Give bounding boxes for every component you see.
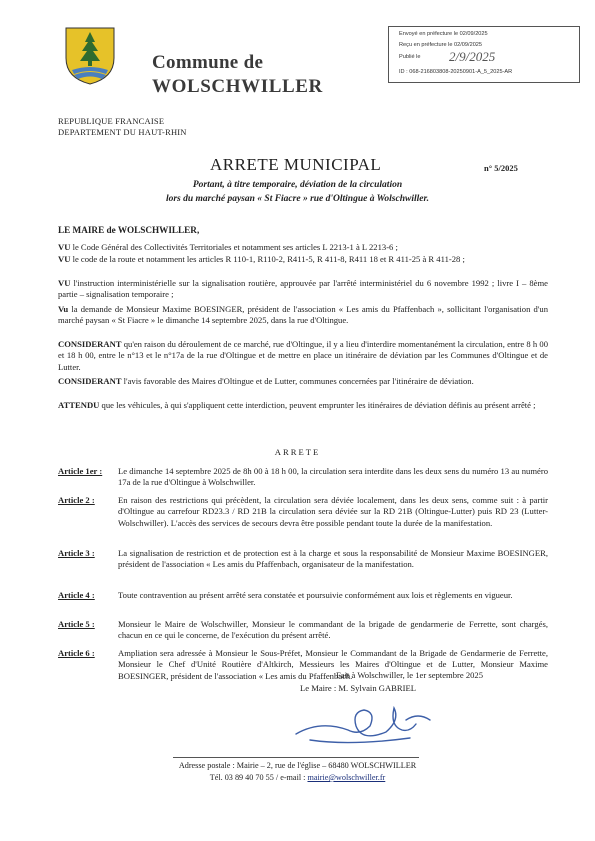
article-3-label: Article 3 :: [58, 548, 95, 558]
article-5-label: Article 5 :: [58, 619, 95, 629]
signature-place-date: Fait à Wolschwiller, le 1er septembre 2025: [336, 670, 484, 680]
stamp-published-date: 2/9/2025: [449, 49, 496, 64]
document-number: n° 5/2025: [484, 163, 518, 173]
article-2-text: En raison des restrictions qui précèdent, la circulation sera déviée localement, dans les deux sens, comme suit : à partir d'Oltingue au carrefour RD23.3 / RD 21B la circulation sera déviée sur la RD 21B (Oltingue-Lutter) puis RD 23 (Lutter-Wolschwiller). L'accès des services de secours devra être possible pendant toute la durée de la manifestation.: [118, 495, 548, 528]
footer-tel: Tél. 03 89 40 70 55 / e-mail :: [209, 773, 306, 782]
footer-divider: [173, 757, 419, 758]
considerant-1: CONSIDERANT qu'en raison du déroulement de ce marché, rue d'Oltingue, il y a lieu d'interdire momentanément la circulation, entre 8 h 00 et 18 h 00, entre le n°13 et le n°17a de la rue d'Oltingue et de mettre en place un itinéraire de déviation par les Communes d'Oltingue et de Lutter.: [58, 339, 548, 372]
handwritten-signature-icon: [290, 690, 450, 750]
signature-signer: Le Maire : M. Sylvain GABRIEL: [300, 683, 416, 693]
republic-label: REPUBLIQUE FRANCAISE: [58, 116, 165, 126]
vu-code-route: VU le code de la route et notamment les articles R 110-1, R110-2, R411-5, R 411-8, R411 18 et R 411-25 à R 411-28 ;: [58, 254, 465, 264]
document-subtitle-line2: lors du marché paysan « St Fiacre » rue d'Oltingue à Wolschwiller.: [165, 194, 430, 204]
article-3-text: La signalisation de restriction et de protection est à la charge et sous la responsabilité de Monsieur Maxime BOESINGER, président de l'association « Les amis du Pfaffenbach, organisateur de la manifestation.: [118, 548, 548, 570]
document-title: ARRETE MUNICIPAL: [210, 155, 382, 174]
article-4-label: Article 4 :: [58, 590, 95, 600]
article-6-text: Ampliation sera adressée à Monsieur le Sous-Préfet, Monsieur le Commandant de la Brigade de Gendarmerie de Ferrette, Monsieur le Chef d'Unité Routière d'Altkirch, Messieurs les Maires d'Oltingue et de Lutter, Monsieur Maxime BOESINGER, président de l'association « Les amis du Pfaffenbach.: [118, 648, 548, 681]
article-2-label: Article 2 :: [58, 495, 95, 505]
article-5-text: Monsieur le Maire de Wolschwiller, Monsieur le commandant de la brigade de gendarmerie de Ferrette, sont chargés, chacun en ce qui le concerne, de l'exécution du présent arrêté.: [118, 619, 548, 641]
document-subtitle-line1: Portant, à titre temporaire, déviation de la circulation: [192, 180, 403, 190]
stamp-published-label: Publié le: [399, 54, 421, 60]
stamp-id: ID : 068-216803808-20250901-A_5_2025-AR: [399, 69, 513, 75]
stamp-received: Reçu en préfecture le 02/09/2025: [399, 42, 483, 48]
commune-name: WOLSCHWILLER: [152, 76, 323, 97]
maire-heading: LE MAIRE de WOLSCHWILLER,: [58, 225, 200, 235]
department-label: DEPARTEMENT DU HAUT-RHIN: [58, 127, 187, 137]
stamp-sent: Envoyé en préfecture le 02/09/2025: [399, 31, 488, 37]
article-4-text: Toute contravention au présent arrêté sera constatée et poursuivie conformément aux lois et règlements en vigueur.: [118, 590, 513, 600]
footer-address: Adresse postale : Mairie – 2, rue de l'église – 68480 WOLSCHWILLER: [178, 761, 417, 770]
attendu: ATTENDU que les véhicules, à qui s'appliquent cette interdiction, peuvent emprunter les itinéraires de déviation définis au présent arrêté ;: [58, 400, 536, 410]
footer-contact: [0, 773, 595, 782]
considerant-2: CONSIDERANT l'avis favorable des Maires d'Oltingue et de Lutter, communes concernées par l'itinéraire de déviation.: [58, 376, 474, 386]
article-6-label: Article 6 :: [58, 648, 95, 658]
vu-code-collectivites: VU le Code Général des Collectivités Territoriales et notamment ses articles L 2213-1 à L 2213-6 ;: [58, 242, 398, 252]
prefecture-stamp: [388, 26, 580, 83]
article-1-label: Article 1er :: [58, 466, 103, 476]
arrete-heading: ARRETE: [274, 447, 321, 457]
vu-demande: Vu la demande de Monsieur Maxime BOESINGER, président de l'association « Les amis du Pfaffenbach », sollicitant l'organisation d'un marché paysan « St Fiacre » le dimanche 14 septembre 2025, dans la rue d'Oltingue.: [58, 304, 549, 326]
article-1-text: Le dimanche 14 septembre 2025 de 8h 00 à 18 h 00, la circulation sera interdite dans les deux sens du numéro 13 au numéro 17a de la rue d'Oltingue à Wolschwiller.: [118, 466, 548, 488]
commune-crest-icon: [62, 24, 118, 86]
footer-email-link[interactable]: mairie@wolschwiller.fr: [307, 773, 386, 782]
vu-instruction: VU l'instruction interministérielle sur la signalisation routière, approuvée par l'arrêté interministériel du 6 novembre 1992 ; livre I – 8ème partie – signalisation temporaire ;: [58, 278, 548, 300]
commune-label: Commune de: [152, 52, 264, 73]
